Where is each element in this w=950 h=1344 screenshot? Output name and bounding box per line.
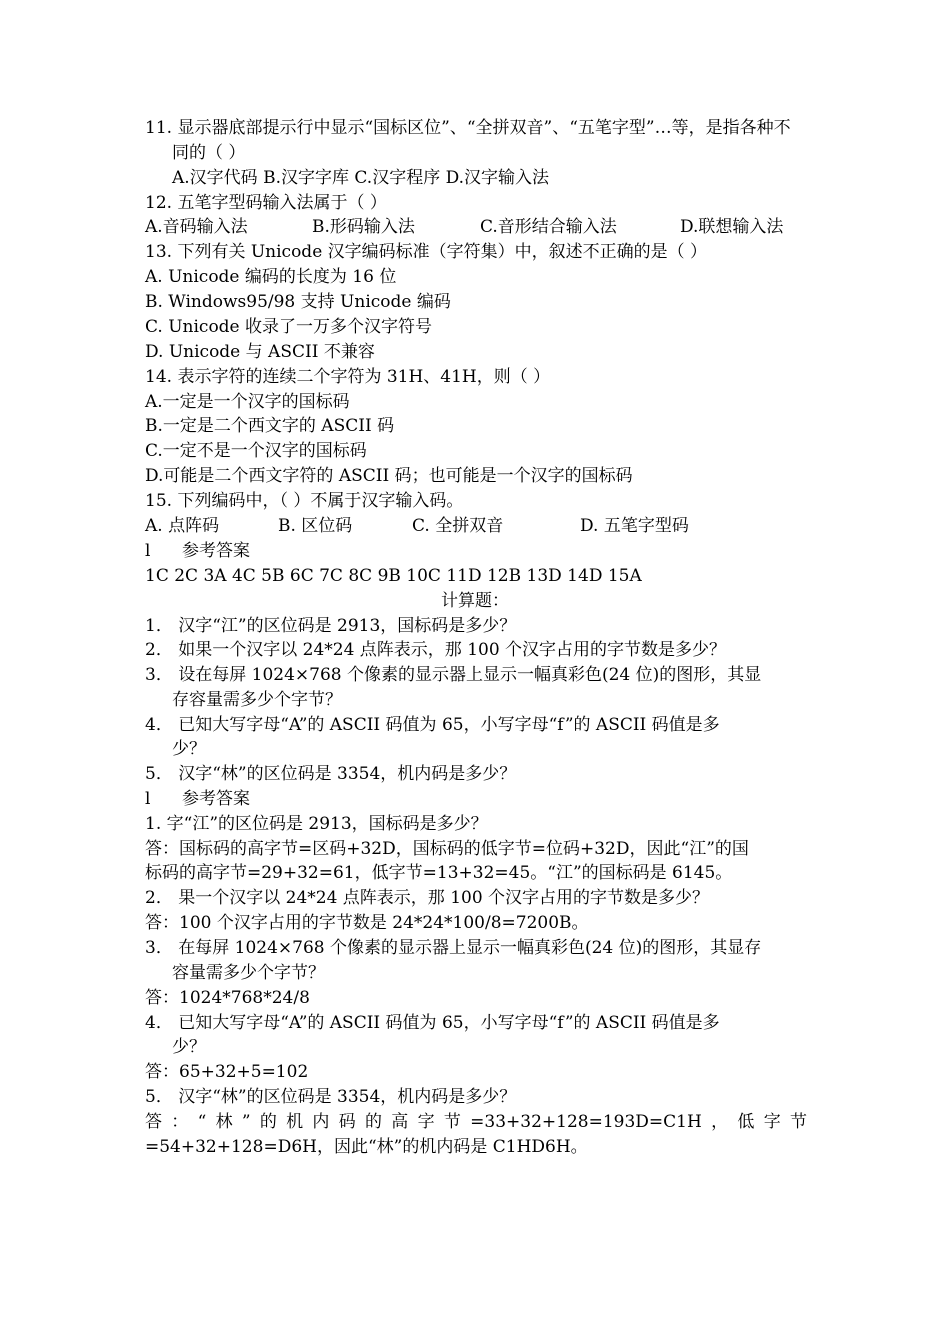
calc-q4-line1: 4． 已知大写字母“A”的 ASCII 码值为 65，小写字母“f”的 ASCII 码值是多 bbox=[145, 715, 720, 735]
answer-2-text: 答：100 个汉字占用的字节数是 24*24*100/8=7200B。 bbox=[145, 913, 589, 933]
q12-option-a: A.音码输入法 bbox=[145, 217, 248, 237]
q12-option-c: C.音形结合输入法 bbox=[480, 217, 617, 237]
q13-option-a: A. Unicode 编码的长度为 16 位 bbox=[145, 267, 397, 287]
calc-q4-line2: 少？ bbox=[172, 739, 206, 759]
answer-5-line1: 答：“林”的机内码的高字节=33+32+128=193D=C1H，低字节 bbox=[145, 1112, 807, 1132]
answer-4-text: 答：65+32+5=102 bbox=[145, 1062, 309, 1082]
answer-3-question-line1: 3． 在每屏 1024×768 个像素的显示器上显示一幅真彩色(24 位)的图形，其显存 bbox=[145, 938, 762, 958]
q11-stem-line1: 11. 显示器底部提示行中显示“国标区位”、“全拼双音”、“五笔字型”…等，是指各种不 bbox=[145, 118, 791, 138]
calc-q3-line1: 3． 设在每屏 1024×768 个像素的显示器上显示一幅真彩色(24 位)的图形，其显 bbox=[145, 665, 762, 685]
q15-option-a: A. 点阵码 bbox=[145, 516, 220, 536]
answer-4-question-line1: 4． 已知大写字母“A”的 ASCII 码值为 65，小写字母“f”的 ASCII 码值是多 bbox=[145, 1013, 720, 1033]
answer-3-question-line2: 容量需多少个字节？ bbox=[172, 963, 325, 983]
section-heading: 计算题： bbox=[441, 591, 509, 611]
q14-option-a: A.一定是一个汉字的国标码 bbox=[145, 392, 350, 412]
q12-option-d: D.联想输入法 bbox=[680, 217, 784, 237]
q15-stem: 15. 下列编码中，（ ）不属于汉字输入码。 bbox=[145, 491, 464, 511]
answer-2-question: 2． 果一个汉字以 24*24 点阵表示，那 100 个汉字占用的字节数是多少？ bbox=[145, 888, 710, 908]
answer-3-text: 答：1024*768*24/8 bbox=[145, 988, 310, 1008]
answers-title: 参考答案 bbox=[182, 789, 250, 809]
answer-1-line1: 答：国标码的高字节=区码+32D，国标码的低字节=位码+32D，因此“江”的国 bbox=[145, 839, 749, 859]
calc-q2: 2． 如果一个汉字以 24*24 点阵表示，那 100 个汉字占用的字节数是多少？ bbox=[145, 640, 727, 660]
q14-option-d: D.可能是二个西文字符的 ASCII 码；也可能是一个汉字的国标码 bbox=[145, 466, 633, 486]
calc-q5: 5． 汉字“林”的区位码是 3354，机内码是多少？ bbox=[145, 764, 517, 784]
q15-option-d: D. 五笔字型码 bbox=[580, 516, 689, 536]
q15-option-b: B. 区位码 bbox=[278, 516, 353, 536]
answers-marker: l bbox=[145, 789, 151, 809]
q11-stem-line2: 同的（ ） bbox=[172, 143, 246, 163]
q14-stem: 14. 表示字符的连续二个字符为 31H、41H，则（ ） bbox=[145, 367, 551, 387]
q13-stem: 13. 下列有关 Unicode 汉字编码标准（字符集）中，叙述不正确的是（ ） bbox=[145, 242, 708, 262]
q12-option-b: B.形码输入法 bbox=[312, 217, 415, 237]
choice-answers: 1C 2C 3A 4C 5B 6C 7C 8C 9B 10C 11D 12B 13D 14D 15A bbox=[145, 566, 642, 586]
answer-1-line2: 标码的高字节=29+32=61，低字节=13+32=45。“江”的国标码是 6145。 bbox=[145, 863, 733, 883]
q14-option-c: C.一定不是一个汉字的国标码 bbox=[145, 441, 367, 461]
q13-option-b: B. Windows95/98 支持 Unicode 编码 bbox=[145, 292, 451, 312]
answer-5-question: 5． 汉字“林”的区位码是 3354，机内码是多少？ bbox=[145, 1087, 517, 1107]
q15-option-c: C. 全拼双音 bbox=[412, 516, 504, 536]
calc-q1: 1． 汉字“江”的区位码是 2913，国标码是多少？ bbox=[145, 616, 517, 636]
q13-option-c: C. Unicode 收录了一万多个汉字符号 bbox=[145, 317, 433, 337]
answer-title: 参考答案 bbox=[182, 541, 250, 561]
answer-1-question: 1. 字“江”的区位码是 2913，国标码是多少？ bbox=[145, 814, 488, 834]
q14-option-b: B.一定是二个西文字的 ASCII 码 bbox=[145, 416, 395, 436]
calc-q3-line2: 存容量需多少个字节？ bbox=[172, 690, 342, 710]
q11-options: A.汉字代码 B.汉字字库 C.汉字程序 D.汉字输入法 bbox=[172, 168, 550, 188]
q12-stem: 12. 五笔字型码输入法属于（ ） bbox=[145, 193, 387, 213]
answer-4-question-line2: 少？ bbox=[172, 1037, 206, 1057]
answer-marker: l bbox=[145, 541, 151, 561]
q13-option-d: D. Unicode 与 ASCII 不兼容 bbox=[145, 342, 375, 362]
answer-5-line2: =54+32+128=D6H，因此“林”的机内码是 C1HD6H。 bbox=[145, 1137, 588, 1157]
